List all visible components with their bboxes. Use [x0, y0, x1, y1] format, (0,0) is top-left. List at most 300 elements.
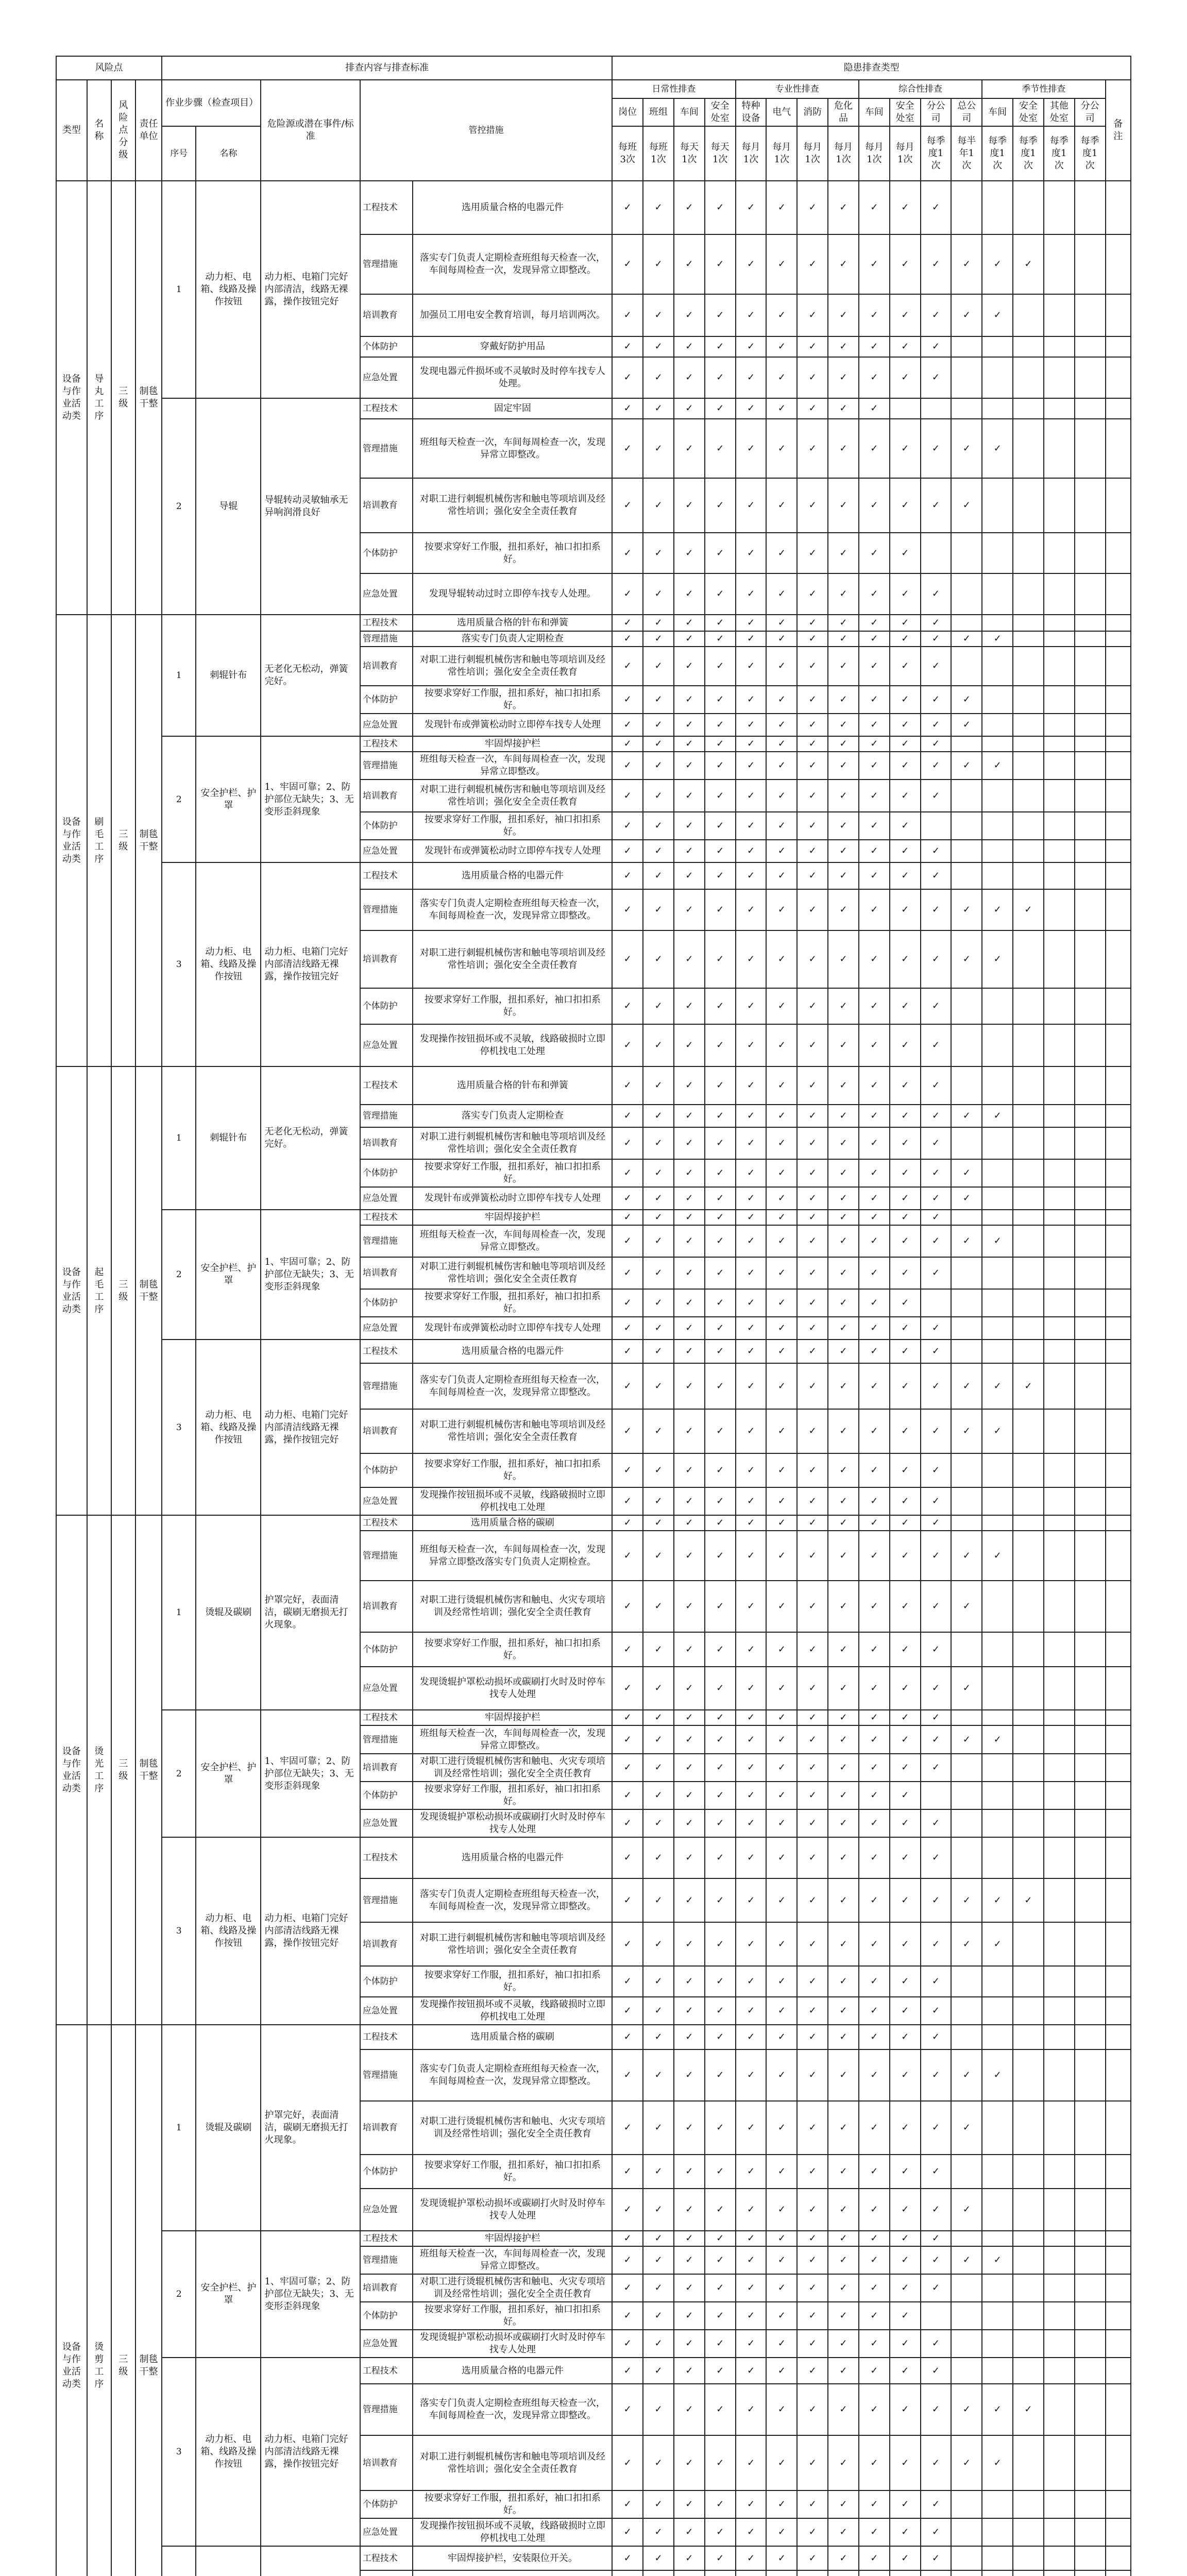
check-mark: ✓ — [921, 1754, 952, 1782]
check-mark: ✓ — [643, 1667, 674, 1710]
check-mark — [951, 1317, 982, 1340]
check-mark — [982, 1837, 1013, 1878]
check-mark — [1075, 1340, 1106, 1363]
check-mark: ✓ — [705, 1257, 736, 1289]
control-measure: 发现烫辊护罩松动损坏或碳刷打火时及时停车找专人处理 — [413, 2330, 612, 2358]
check-mark: ✓ — [766, 2231, 797, 2246]
check-mark: ✓ — [797, 1210, 828, 1225]
check-mark — [982, 1667, 1013, 1710]
check-mark: ✓ — [951, 1581, 982, 1632]
check-mark — [1075, 2246, 1106, 2274]
control-measure: 对职工进行刺辊机械伤害和触电等项培训及经常性培训；强化安全全责任教育 — [413, 2435, 612, 2490]
check-mark: ✓ — [921, 1317, 952, 1340]
check-mark: ✓ — [612, 812, 643, 840]
check-mark — [1044, 840, 1075, 862]
check-mark: ✓ — [736, 1581, 767, 1632]
check-mark — [1044, 862, 1075, 889]
check-mark: ✓ — [921, 2101, 952, 2155]
check-mark: ✓ — [859, 1515, 890, 1531]
check-mark — [951, 862, 982, 889]
check-mark: ✓ — [951, 2435, 982, 2490]
step-no: 1 — [162, 1515, 196, 1710]
step-no: 2 — [162, 2231, 196, 2358]
check-mark: ✓ — [705, 686, 736, 714]
check-mark: ✓ — [736, 398, 767, 419]
check-mark: ✓ — [674, 419, 705, 478]
check-mark — [1044, 647, 1075, 686]
risk-point-name: 起毛工序 — [87, 1066, 111, 1515]
control-measure: 按要求穿好工作服，扭扣系好，袖口扣扣系好。 — [413, 1782, 612, 1809]
check-mark — [1013, 862, 1044, 889]
check-mark: ✓ — [736, 2518, 767, 2546]
header-inspector: 消防 — [797, 98, 828, 126]
check-mark: ✓ — [736, 1105, 767, 1127]
check-mark: ✓ — [921, 1257, 952, 1289]
check-mark: ✓ — [736, 1837, 767, 1878]
check-mark: ✓ — [705, 752, 736, 779]
check-mark: ✓ — [828, 752, 859, 779]
check-mark: ✓ — [674, 988, 705, 1024]
check-mark: ✓ — [859, 234, 890, 294]
check-mark — [951, 2570, 982, 2576]
check-mark: ✓ — [705, 336, 736, 357]
check-mark: ✓ — [859, 1782, 890, 1809]
check-mark: ✓ — [736, 478, 767, 533]
control-category: 培训教育 — [360, 1127, 413, 1159]
check-mark — [1044, 1997, 1075, 2025]
check-mark: ✓ — [705, 812, 736, 840]
check-mark: ✓ — [674, 1837, 705, 1878]
check-mark: ✓ — [674, 1754, 705, 1782]
check-mark: ✓ — [859, 1409, 890, 1453]
check-mark: ✓ — [705, 2546, 736, 2570]
check-mark: ✓ — [674, 1782, 705, 1809]
check-mark: ✓ — [859, 1667, 890, 1710]
check-mark: ✓ — [674, 930, 705, 988]
check-mark: ✓ — [643, 1515, 674, 1531]
check-mark: ✓ — [828, 1257, 859, 1289]
check-mark: ✓ — [828, 1409, 859, 1453]
check-mark: ✓ — [674, 2518, 705, 2546]
check-mark: ✓ — [674, 812, 705, 840]
check-mark: ✓ — [643, 2155, 674, 2189]
remark-cell — [1106, 478, 1131, 533]
check-mark — [1075, 1531, 1106, 1581]
check-mark — [1075, 1725, 1106, 1754]
check-mark: ✓ — [612, 1632, 643, 1667]
check-mark — [1013, 1289, 1044, 1317]
check-mark: ✓ — [612, 1667, 643, 1710]
check-mark: ✓ — [921, 2384, 952, 2435]
check-mark: ✓ — [859, 647, 890, 686]
check-mark: ✓ — [797, 631, 828, 647]
check-mark — [951, 1487, 982, 1515]
header-frequency: 每季度1次 — [921, 126, 952, 181]
remark-cell — [1106, 2490, 1131, 2518]
check-mark: ✓ — [612, 1409, 643, 1453]
check-mark — [859, 2570, 890, 2576]
header-inspector: 危化品 — [828, 98, 859, 126]
check-mark: ✓ — [921, 1581, 952, 1632]
check-mark: ✓ — [674, 1066, 705, 1105]
check-mark — [1044, 1487, 1075, 1515]
remark-cell — [1106, 631, 1131, 647]
check-mark — [951, 1024, 982, 1066]
control-measure — [413, 2570, 612, 2576]
check-mark: ✓ — [643, 752, 674, 779]
check-mark: ✓ — [705, 2189, 736, 2231]
check-mark: ✓ — [828, 234, 859, 294]
check-mark: ✓ — [951, 889, 982, 930]
check-mark: ✓ — [859, 2049, 890, 2101]
check-mark: ✓ — [951, 930, 982, 988]
check-mark: ✓ — [643, 1066, 674, 1105]
header-inspector: 电气 — [766, 98, 797, 126]
check-mark: ✓ — [982, 1922, 1013, 1966]
check-mark: ✓ — [951, 1225, 982, 1257]
check-mark: ✓ — [612, 1515, 643, 1531]
hazard-standard — [261, 2546, 360, 2576]
check-mark: ✓ — [828, 2358, 859, 2384]
check-mark: ✓ — [643, 2049, 674, 2101]
check-mark: ✓ — [890, 1837, 921, 1878]
check-mark: ✓ — [828, 1105, 859, 1127]
check-mark — [1075, 930, 1106, 988]
remark-cell — [1106, 752, 1131, 779]
check-mark — [1044, 736, 1075, 752]
remark-cell — [1106, 2570, 1131, 2576]
check-mark: ✓ — [797, 889, 828, 930]
check-mark: ✓ — [643, 714, 674, 736]
check-mark: ✓ — [736, 1632, 767, 1667]
risk-level: 三级 — [111, 2025, 135, 2576]
control-measure: 落实专门负责人定期检查班组每天检查一次，车间每周检查一次，发现异常立即整改。 — [413, 1363, 612, 1409]
check-mark: ✓ — [674, 2330, 705, 2358]
check-mark: ✓ — [736, 2155, 767, 2189]
check-mark: ✓ — [736, 1754, 767, 1782]
check-mark — [1044, 779, 1075, 812]
check-mark: ✓ — [921, 686, 952, 714]
check-mark: ✓ — [612, 1210, 643, 1225]
check-mark: ✓ — [674, 2155, 705, 2189]
remark-cell — [1106, 1187, 1131, 1210]
check-mark: ✓ — [736, 533, 767, 573]
check-mark: ✓ — [797, 1024, 828, 1066]
check-mark: ✓ — [951, 1725, 982, 1754]
check-mark — [1013, 1257, 1044, 1289]
check-mark: ✓ — [797, 2101, 828, 2155]
check-mark — [1044, 631, 1075, 647]
check-mark: ✓ — [890, 1667, 921, 1710]
check-mark: ✓ — [921, 736, 952, 752]
check-mark: ✓ — [982, 889, 1013, 930]
check-mark: ✓ — [643, 862, 674, 889]
check-mark: ✓ — [674, 357, 705, 398]
responsible-unit: 制毯干整 — [135, 1066, 162, 1515]
check-mark — [1075, 889, 1106, 930]
check-mark — [1044, 2049, 1075, 2101]
check-mark: ✓ — [828, 2231, 859, 2246]
check-mark — [951, 2358, 982, 2384]
check-mark: ✓ — [705, 1159, 736, 1187]
control-measure: 选用质量合格的电器元件 — [413, 181, 612, 234]
check-mark: ✓ — [612, 1725, 643, 1754]
control-category: 管理措施 — [360, 2384, 413, 2435]
check-mark: ✓ — [612, 2025, 643, 2049]
check-mark — [982, 1453, 1013, 1487]
check-mark: ✓ — [828, 2302, 859, 2330]
check-mark — [705, 2570, 736, 2576]
check-mark: ✓ — [828, 181, 859, 234]
check-mark: ✓ — [674, 779, 705, 812]
control-category: 应急处置 — [360, 573, 413, 615]
check-mark: ✓ — [921, 889, 952, 930]
header-inspector: 分公司 — [921, 98, 952, 126]
check-mark — [1075, 686, 1106, 714]
control-measure: 按要求穿好工作服，扭扣系好，袖口扣扣系好。 — [413, 1966, 612, 1997]
check-mark: ✓ — [674, 1667, 705, 1710]
control-measure: 班组每天检查一次，车间每周检查一次，发现异常立即整改。 — [413, 752, 612, 779]
check-mark — [1044, 2518, 1075, 2546]
check-mark: ✓ — [797, 2518, 828, 2546]
check-mark: ✓ — [766, 1878, 797, 1922]
check-mark: ✓ — [674, 1127, 705, 1159]
risk-point-name: 刷毛工序 — [87, 615, 111, 1066]
check-mark — [1075, 1487, 1106, 1515]
check-mark: ✓ — [612, 2490, 643, 2518]
header-inspector: 特种设备 — [736, 98, 767, 126]
header-inspector: 分公司 — [1075, 98, 1106, 126]
remark-cell — [1106, 2518, 1131, 2546]
check-mark — [1075, 1024, 1106, 1066]
check-mark: ✓ — [921, 1210, 952, 1225]
check-mark — [1044, 1105, 1075, 1127]
check-mark: ✓ — [766, 1159, 797, 1187]
control-category: 个体防护 — [360, 2155, 413, 2189]
hazard-standard: 1、牢固可靠；2、防护部位无缺失；3、无变形歪斜现象 — [261, 1710, 360, 1837]
check-mark — [1013, 2231, 1044, 2246]
control-measure: 落实专门负责人定期检查 — [413, 1105, 612, 1127]
check-mark: ✓ — [921, 1515, 952, 1531]
check-mark: ✓ — [766, 1127, 797, 1159]
check-mark: ✓ — [921, 1487, 952, 1515]
check-mark — [1044, 533, 1075, 573]
check-mark — [982, 1066, 1013, 1105]
check-mark — [982, 1257, 1013, 1289]
table-row — [56, 736, 1131, 752]
check-mark: ✓ — [921, 1966, 952, 1997]
check-mark: ✓ — [921, 2546, 952, 2570]
control-measure: 班组每天检查一次，车间每周检查一次，发现异常立即整改。 — [413, 1725, 612, 1754]
header-work-step: 作业步骤（检查项目） — [162, 80, 261, 126]
control-measure: 发现烫辊护罩松动损坏或碳刷打火时及时停车找专人处理 — [413, 1809, 612, 1837]
check-mark: ✓ — [643, 1754, 674, 1782]
remark-cell — [1106, 647, 1131, 686]
check-mark: ✓ — [705, 234, 736, 294]
check-mark — [1044, 1210, 1075, 1225]
control-category: 培训教育 — [360, 294, 413, 336]
header-inspector: 车间 — [674, 98, 705, 126]
check-mark — [1044, 615, 1075, 631]
check-mark: ✓ — [797, 714, 828, 736]
check-mark: ✓ — [766, 1187, 797, 1210]
header-frequency: 每季度1次 — [1013, 126, 1044, 181]
check-mark — [1044, 2101, 1075, 2155]
check-mark: ✓ — [859, 812, 890, 840]
check-mark: ✓ — [705, 1105, 736, 1127]
check-mark: ✓ — [797, 862, 828, 889]
control-category: 个体防护 — [360, 1159, 413, 1187]
check-mark: ✓ — [674, 1024, 705, 1066]
check-mark — [1044, 1225, 1075, 1257]
check-mark: ✓ — [766, 1997, 797, 2025]
check-mark: ✓ — [674, 2302, 705, 2330]
header-frequency: 每月1次 — [828, 126, 859, 181]
check-mark: ✓ — [674, 2358, 705, 2384]
table-row — [56, 1710, 1131, 1725]
check-mark: ✓ — [982, 1725, 1013, 1754]
check-mark: ✓ — [736, 1966, 767, 1997]
check-mark: ✓ — [674, 1487, 705, 1515]
check-mark — [1075, 419, 1106, 478]
check-mark — [1013, 631, 1044, 647]
check-mark: ✓ — [828, 1363, 859, 1409]
check-mark: ✓ — [643, 1225, 674, 1257]
check-mark: ✓ — [951, 1409, 982, 1453]
control-measure: 对职工进行刺辊机械伤害和触电等项培训及经常性培训；强化安全全责任教育 — [413, 1127, 612, 1159]
check-mark: ✓ — [921, 2155, 952, 2189]
check-mark: ✓ — [705, 1024, 736, 1066]
check-mark: ✓ — [766, 647, 797, 686]
check-mark — [951, 398, 982, 419]
check-mark: ✓ — [859, 752, 890, 779]
check-mark: ✓ — [890, 1922, 921, 1966]
check-mark: ✓ — [766, 930, 797, 988]
remark-cell — [1106, 988, 1131, 1024]
control-category: 应急处置 — [360, 2330, 413, 2358]
check-mark: ✓ — [951, 1363, 982, 1409]
check-mark: ✓ — [705, 2246, 736, 2274]
check-mark — [982, 1187, 1013, 1210]
check-mark — [951, 573, 982, 615]
check-mark: ✓ — [921, 1809, 952, 1837]
check-mark: ✓ — [859, 357, 890, 398]
check-mark: ✓ — [797, 419, 828, 478]
check-mark — [1044, 1187, 1075, 1210]
check-mark — [1075, 752, 1106, 779]
check-mark: ✓ — [766, 631, 797, 647]
check-mark: ✓ — [736, 1187, 767, 1210]
check-mark — [1075, 2358, 1106, 2384]
check-mark — [951, 181, 982, 234]
check-mark — [1075, 2025, 1106, 2049]
check-mark — [921, 533, 952, 573]
control-category: 培训教育 — [360, 647, 413, 686]
check-mark — [982, 615, 1013, 631]
check-mark — [1013, 1632, 1044, 1667]
check-mark — [612, 2570, 643, 2576]
check-mark: ✓ — [859, 889, 890, 930]
check-mark: ✓ — [674, 862, 705, 889]
check-mark: ✓ — [859, 2490, 890, 2518]
check-mark: ✓ — [736, 1782, 767, 1809]
check-mark: ✓ — [859, 2330, 890, 2358]
check-mark — [1013, 1515, 1044, 1531]
header-risk-level: 风险点分级 — [111, 80, 135, 181]
check-mark: ✓ — [797, 2025, 828, 2049]
remark-cell — [1106, 533, 1131, 573]
check-mark — [1075, 533, 1106, 573]
check-mark: ✓ — [797, 533, 828, 573]
check-mark: ✓ — [643, 2384, 674, 2435]
control-category: 培训教育 — [360, 930, 413, 988]
check-mark: ✓ — [859, 1210, 890, 1225]
check-mark — [951, 2490, 982, 2518]
check-mark: ✓ — [921, 234, 952, 294]
check-mark: ✓ — [705, 2025, 736, 2049]
check-mark: ✓ — [674, 2189, 705, 2231]
check-mark: ✓ — [890, 2330, 921, 2358]
check-mark: ✓ — [921, 2246, 952, 2274]
check-mark: ✓ — [890, 686, 921, 714]
check-mark: ✓ — [674, 1210, 705, 1225]
check-mark: ✓ — [643, 2246, 674, 2274]
check-mark: ✓ — [828, 1754, 859, 1782]
check-mark: ✓ — [921, 478, 952, 533]
control-measure: 班组每天检查一次，车间每周检查一次，发现异常立即整改。 — [413, 2246, 612, 2274]
remark-cell — [1106, 1453, 1131, 1487]
check-mark: ✓ — [982, 2246, 1013, 2274]
hazard-standard: 1、牢固可靠；2、防护部位无缺失；3、无变形歪斜现象 — [261, 736, 360, 862]
check-mark — [1075, 736, 1106, 752]
check-mark: ✓ — [612, 533, 643, 573]
check-mark: ✓ — [674, 686, 705, 714]
check-mark: ✓ — [828, 1210, 859, 1225]
check-mark: ✓ — [859, 1159, 890, 1187]
risk-point-name: 烫剪工序 — [87, 2025, 111, 2576]
check-mark: ✓ — [951, 1878, 982, 1922]
control-measure: 对职工进行烫辊机械伤害和触电、火灾专项培训及经常性培训；强化安全全责任教育 — [413, 1581, 612, 1632]
check-mark: ✓ — [612, 1809, 643, 1837]
table-row — [56, 398, 1131, 419]
check-mark: ✓ — [859, 1809, 890, 1837]
check-mark — [1075, 1066, 1106, 1105]
check-mark — [1044, 1782, 1075, 1809]
risk-point-type: 设备与作业活动类 — [56, 615, 87, 1066]
check-mark: ✓ — [890, 1257, 921, 1289]
check-mark: ✓ — [705, 1878, 736, 1922]
check-mark: ✓ — [951, 1159, 982, 1187]
check-mark: ✓ — [797, 812, 828, 840]
table-row — [56, 2546, 1131, 2570]
check-mark: ✓ — [674, 1453, 705, 1487]
hazard-standard: 导辊转动灵敏轴承无异响润滑良好 — [261, 398, 360, 615]
control-category: 应急处置 — [360, 1317, 413, 1340]
check-mark: ✓ — [705, 2518, 736, 2546]
control-category: 管理措施 — [360, 1878, 413, 1922]
check-mark: ✓ — [828, 840, 859, 862]
check-mark — [1044, 1531, 1075, 1581]
check-mark — [1075, 2518, 1106, 2546]
check-mark: ✓ — [736, 2049, 767, 2101]
check-mark: ✓ — [705, 1837, 736, 1878]
table-row — [56, 1340, 1131, 1363]
control-category: 个体防护 — [360, 1966, 413, 1997]
check-mark: ✓ — [828, 862, 859, 889]
check-mark: ✓ — [766, 2246, 797, 2274]
check-mark — [1044, 2546, 1075, 2570]
header-frequency: 每月1次 — [797, 126, 828, 181]
